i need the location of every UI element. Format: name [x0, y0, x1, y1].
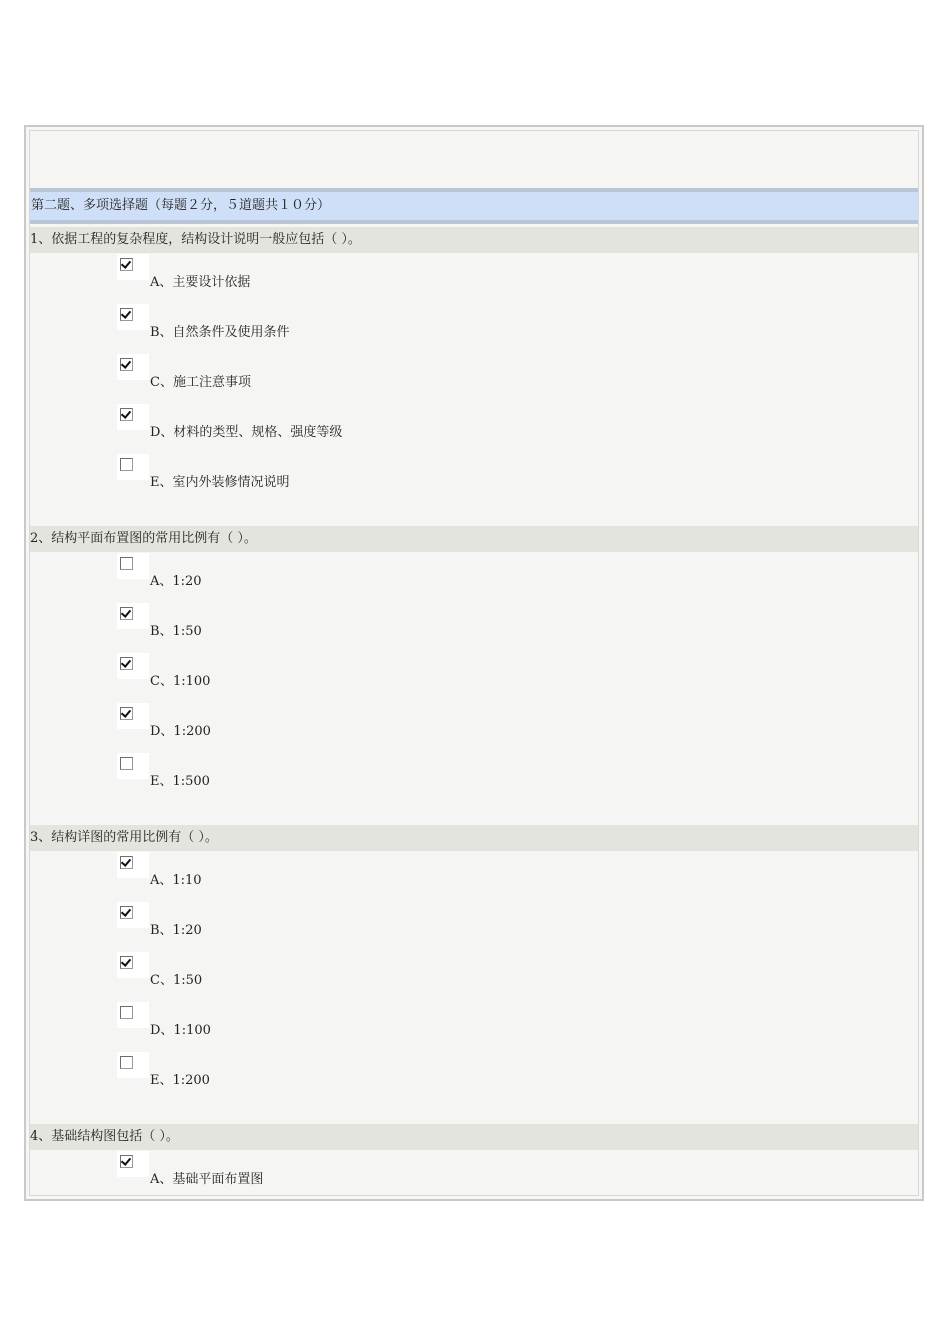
option-a — [30, 253, 918, 303]
checkbox[interactable] — [120, 308, 133, 321]
checkbox-cell — [117, 404, 149, 430]
option-label: B、1:20 — [150, 923, 202, 938]
question-title: 2、结构平面布置图的常用比例有（ ）。 — [30, 526, 918, 552]
question-4 — [30, 1124, 918, 1196]
question-title: 4、基础结构图包括（ ）。 — [30, 1124, 918, 1150]
question-2 — [30, 526, 918, 802]
option-a — [30, 1150, 918, 1196]
option-label: D、1:100 — [150, 1023, 211, 1038]
checkbox[interactable] — [120, 358, 133, 371]
checkbox-cell — [117, 653, 149, 679]
checkbox[interactable] — [120, 1155, 133, 1168]
checkbox-cell — [117, 254, 149, 280]
checkbox[interactable] — [120, 1006, 133, 1019]
option-label: A、基础平面布置图 — [150, 1172, 264, 1187]
option-label: E、室内外装修情况说明 — [150, 475, 290, 490]
option-e — [30, 1051, 918, 1101]
checkbox[interactable] — [120, 757, 133, 770]
option-c — [30, 652, 918, 702]
option-label: A、1:10 — [150, 873, 202, 888]
checkbox-cell — [117, 454, 149, 480]
checkbox-cell — [117, 1052, 149, 1078]
question-title: 1、依据工程的复杂程度，结构设计说明一般应包括（ ）。 — [30, 227, 918, 253]
checkbox-cell — [117, 952, 149, 978]
checkbox-cell — [117, 703, 149, 729]
option-a — [30, 552, 918, 602]
checkbox[interactable] — [120, 856, 133, 869]
checkbox[interactable] — [120, 607, 133, 620]
option-d — [30, 403, 918, 453]
option-label: C、1:50 — [150, 973, 203, 988]
option-label: A、主要设计依据 — [150, 275, 251, 290]
checkbox[interactable] — [120, 458, 133, 471]
option-b — [30, 901, 918, 951]
option-label: C、施工注意事项 — [150, 375, 251, 390]
option-label: D、材料的类型、规格、强度等级 — [150, 425, 343, 440]
checkbox-cell — [117, 354, 149, 380]
option-label: E、1:500 — [150, 774, 210, 789]
option-c — [30, 353, 918, 403]
checkbox[interactable] — [120, 707, 133, 720]
option-label: A、1:20 — [150, 574, 202, 589]
option-b — [30, 602, 918, 652]
checkbox-cell — [117, 753, 149, 779]
checkbox[interactable] — [120, 557, 133, 570]
checkbox[interactable] — [120, 408, 133, 421]
checkbox-cell — [117, 304, 149, 330]
checkbox-cell — [117, 603, 149, 629]
option-label: D、1:200 — [150, 724, 211, 739]
checkbox-cell — [117, 1151, 149, 1177]
checkbox[interactable] — [120, 1056, 133, 1069]
checkbox[interactable] — [120, 258, 133, 271]
option-d — [30, 1001, 918, 1051]
option-e — [30, 752, 918, 802]
option-b — [30, 303, 918, 353]
checkbox[interactable] — [120, 956, 133, 969]
section-header: 第二题、多项选择题（每题２分，５道题共１０分） — [30, 188, 918, 224]
checkbox-cell — [117, 1002, 149, 1028]
question-3 — [30, 825, 918, 1101]
option-label: B、1:50 — [150, 624, 202, 639]
option-c — [30, 951, 918, 1001]
checkbox-cell — [117, 852, 149, 878]
quiz-panel — [29, 130, 919, 1196]
option-label: C、1:100 — [150, 674, 211, 689]
quiz-frame — [24, 125, 924, 1201]
question-1 — [30, 227, 918, 503]
option-label: B、自然条件及使用条件 — [150, 325, 290, 340]
checkbox[interactable] — [120, 906, 133, 919]
question-title: 3、结构详图的常用比例有（ ）。 — [30, 825, 918, 851]
option-d — [30, 702, 918, 752]
option-e — [30, 453, 918, 503]
checkbox-cell — [117, 553, 149, 579]
option-label: E、1:200 — [150, 1073, 210, 1088]
checkbox-cell — [117, 902, 149, 928]
option-a — [30, 851, 918, 901]
checkbox[interactable] — [120, 657, 133, 670]
